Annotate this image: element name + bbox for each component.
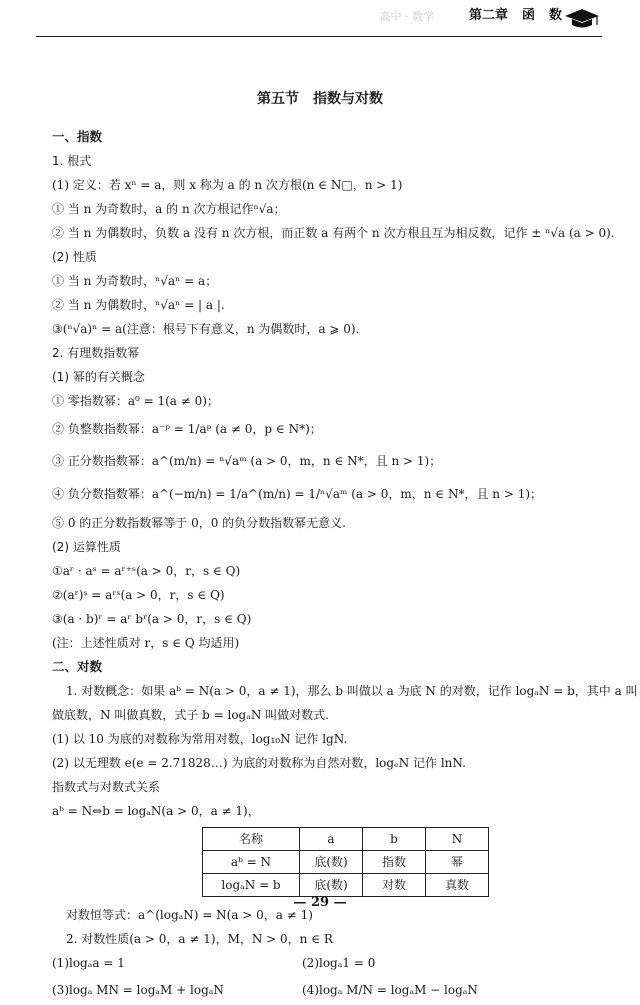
property-item: (4)logₐ M/N = logₐM − logₐN: [302, 983, 478, 997]
text-line: 1. 对数概念：如果 aᵇ = N(a > 0，a ≠ 1)，那么 b 叫做以 a 为底 N 的对数，记作 logₐN = b，其中 a 叫: [66, 684, 638, 698]
heading-logarithm: 二、对数: [52, 659, 103, 674]
text-line: (注：上述性质对 r，s ∈ Q 均适用): [52, 636, 240, 650]
graduation-cap-icon: [564, 6, 600, 30]
table-header-cell: a: [300, 828, 363, 851]
text-line: (1) 定义：若 xⁿ = a，则 x 称为 a 的 n 次方根(n ∈ N□，n > 1): [52, 178, 403, 192]
text-line: ① 当 n 为奇数时，ⁿ√aⁿ = a；: [52, 274, 218, 288]
text-line: 做底数，N 叫做真数，式子 b = logₐN 叫做对数式.: [52, 708, 329, 722]
table-cell: 指数: [363, 851, 426, 874]
property-item: (1)logₐa = 1: [52, 956, 125, 970]
text-line: ② 当 n 为偶数时，负数 a 没有 n 次方根，而正数 a 有两个 n 次方根且互为相反数，记作 ± ⁿ√a (a > 0).: [52, 226, 615, 240]
text-line: ② 当 n 为偶数时，ⁿ√aⁿ = | a |.: [52, 298, 225, 312]
header-watermark: 高中 · 数学: [379, 10, 434, 23]
table-cell: aᵇ = N: [203, 851, 300, 874]
text-line: ③(ⁿ√a)ⁿ = a(注意：根号下有意义，n 为偶数时，a ⩾ 0).: [52, 322, 360, 336]
subheading-radical: 1. 根式: [52, 154, 92, 168]
page-header: [36, 0, 602, 37]
subheading-operations: (2) 运算性质: [52, 540, 121, 554]
text-line: ① 零指数幂：a⁰ = 1(a ≠ 0)；: [52, 394, 219, 408]
text-line: ② 负整数指数幂：a⁻ᵖ = 1/aᵖ (a ≠ 0，p ∈ N*)；: [52, 422, 322, 436]
chapter-title-char-2: 数: [548, 8, 562, 23]
subheading-power-concepts: (1) 幂的有关概念: [52, 370, 145, 384]
relation-table: [202, 827, 489, 897]
text-line: ④ 负分数指数幂：a^(−m/n) = 1/a^(m/n) = 1/ⁿ√aᵐ (a > 0，m，n ∈ N*，且 n > 1)；: [52, 487, 543, 501]
table-cell: 幂: [426, 851, 489, 874]
page-number: — 29 —: [293, 895, 347, 910]
text-line: ③(a · b)ʳ = aʳ bʳ(a > 0，r，s ∈ Q): [52, 612, 252, 626]
chapter-label: 第二章: [468, 8, 508, 23]
text-line: aᵇ = N⇔b = logₐN(a > 0，a ≠ 1)，: [52, 804, 260, 818]
text-line: (1) 以 10 为底的对数称为常用对数，log₁₀N 记作 lgN.: [52, 732, 348, 746]
section-title: 第五节 指数与对数: [257, 91, 383, 107]
property-row: [52, 951, 612, 975]
chapter-title-char-1: 函: [521, 8, 535, 23]
table-header-row: [203, 828, 489, 851]
subheading-relation: 指数式与对数式关系: [52, 780, 161, 794]
subheading-properties: (2) 性质: [52, 250, 97, 264]
chapter-heading: [469, 8, 562, 24]
table-header-cell: 名称: [203, 828, 300, 851]
text-line: 2. 对数性质(a > 0，a ≠ 1)，M，N > 0，n ∈ R: [66, 932, 333, 946]
table-cell: 真数: [426, 874, 489, 897]
text-line: 对数恒等式：a^(logₐN) = N(a > 0，a ≠ 1): [66, 908, 313, 922]
property-item: (3)logₐ MN = logₐM + logₐN: [52, 983, 224, 997]
text-line: (2) 以无理数 e(e = 2.71828…) 为底的对数称为自然对数，logₑN 记作 lnN.: [52, 756, 466, 770]
table-header-cell: N: [426, 828, 489, 851]
table-header-cell: b: [363, 828, 426, 851]
text-line: ②(aʳ)ˢ = aʳˢ(a > 0，r，s ∈ Q): [52, 588, 225, 602]
table-row: [203, 874, 489, 897]
property-row: [52, 975, 612, 1005]
table-row: [203, 851, 489, 874]
text-line: ⑤ 0 的正分数指数幂等于 0，0 的负分数指数幂无意义.: [52, 516, 346, 530]
table-cell: logₐN = b: [203, 874, 300, 897]
text-line: ③ 正分数指数幂：a^(m/n) = ⁿ√aᵐ (a > 0，m，n ∈ N*，且 n > 1)；: [52, 454, 442, 468]
heading-exponent: 一、指数: [52, 129, 103, 144]
table-cell: 对数: [363, 874, 426, 897]
property-item: (2)logₐ1 = 0: [302, 956, 376, 970]
document-body: [52, 125, 638, 1005]
table-cell: 底(数): [300, 874, 363, 897]
table-cell: 底(数): [300, 851, 363, 874]
text-line: ① 当 n 为奇数时，a 的 n 次方根记作ⁿ√a；: [52, 202, 286, 216]
text-line: ①aʳ · aˢ = aʳ⁺ˢ(a > 0，r，s ∈ Q): [52, 564, 241, 578]
subheading-rational-power: 2. 有理数指数幂: [52, 346, 140, 360]
